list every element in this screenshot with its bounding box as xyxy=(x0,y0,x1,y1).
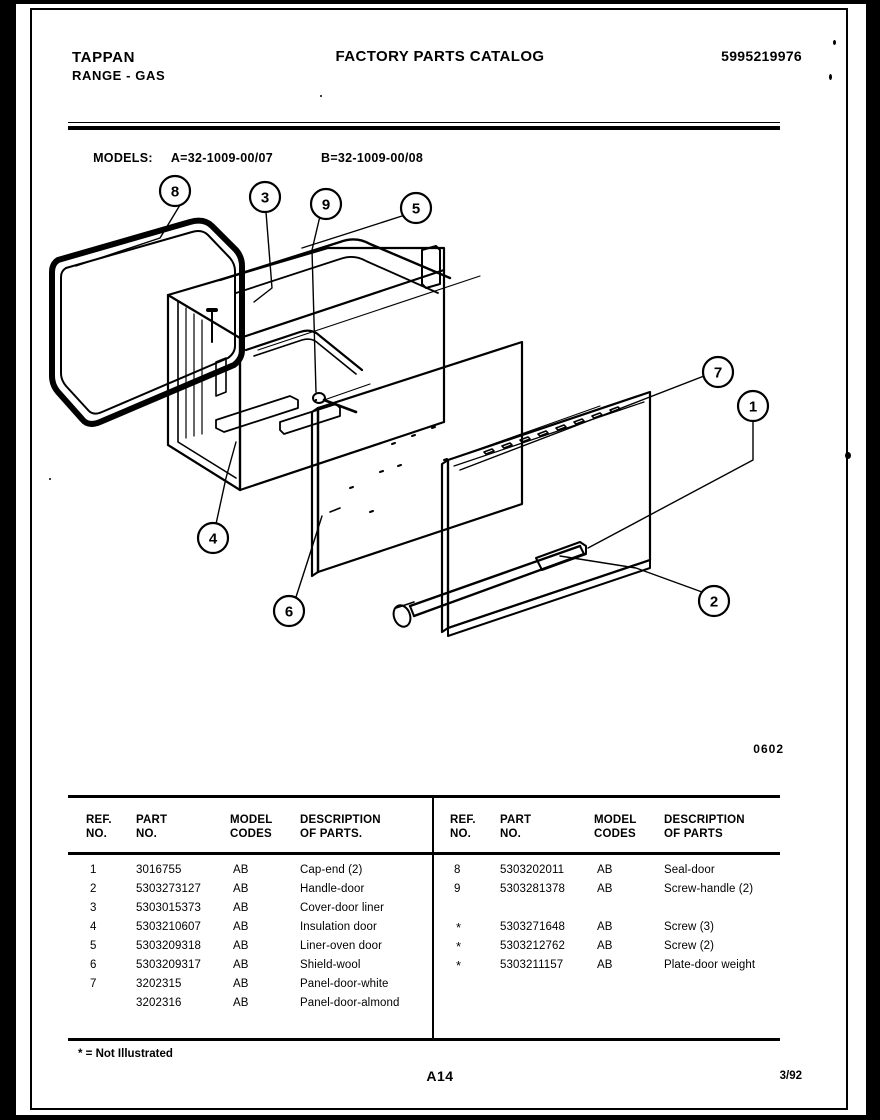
cell-part-no: 5303209318 xyxy=(136,940,201,952)
callout-bubble-4 xyxy=(198,523,228,553)
part-5-liner-front-bottom xyxy=(240,422,444,490)
cell-model-codes: AB xyxy=(233,978,249,990)
part-3-cover-detail xyxy=(280,404,340,434)
table-body-right xyxy=(442,852,792,978)
cell-part-no: 3202315 xyxy=(136,978,182,990)
table-row xyxy=(442,940,792,959)
cell-model-codes: AB xyxy=(597,883,613,895)
part-8-seal-inner xyxy=(61,231,235,414)
part-3-cover-door-liner-bracket xyxy=(216,396,298,432)
brand-name: TAPPAN xyxy=(72,49,136,66)
cell-part-no: 5303281378 xyxy=(500,883,565,895)
cell-model-codes: AB xyxy=(597,940,613,952)
cell-description: Panel-door-almond xyxy=(300,997,400,1009)
callout-group xyxy=(160,176,768,626)
cell-ref-no: 6 xyxy=(90,959,97,971)
cell-description: Liner-oven door xyxy=(300,940,383,952)
cell-description: Screw-handle (2) xyxy=(664,883,754,895)
cell-ref-no: 1 xyxy=(90,864,97,876)
cell-description: Plate-door weight xyxy=(664,959,756,971)
cell-model-codes: AB xyxy=(233,997,249,1009)
part-7-panel-inner-line xyxy=(454,402,644,466)
callout-bubble-1 xyxy=(738,391,768,421)
page-title: FACTORY PARTS CATALOG xyxy=(335,48,545,65)
cell-model-codes: AB xyxy=(233,902,249,914)
cell-model-codes: AB xyxy=(233,864,249,876)
callout-label: 8 xyxy=(170,183,180,201)
cell-model-codes: AB xyxy=(233,921,249,933)
cell-description: Panel-door-white xyxy=(300,978,389,990)
table-row xyxy=(78,864,428,883)
cell-part-no: 5303210607 xyxy=(136,921,201,933)
liner-inner-wall xyxy=(178,302,236,478)
table-row xyxy=(78,902,428,921)
table-row xyxy=(78,959,428,978)
leader-4 xyxy=(216,442,236,524)
part-7-panel-bottom-lip xyxy=(448,560,650,636)
part-5-liner-top-edge xyxy=(168,248,444,295)
table-row xyxy=(442,864,792,883)
cell-part-no: 5303015373 xyxy=(136,902,201,914)
scan-edge-right xyxy=(866,0,880,1120)
cell-description: Insulation door xyxy=(300,921,377,933)
callout-label: 5 xyxy=(411,200,421,218)
part-6-shield-wool xyxy=(318,342,522,572)
column-header-description: DESCRIPTION OF PARTS. xyxy=(300,814,381,840)
scan-speck xyxy=(833,40,836,45)
column-header-part-no: PART NO. xyxy=(136,814,168,840)
part-6-thickness xyxy=(312,408,318,576)
scan-edge-top xyxy=(16,0,866,4)
cell-model-codes: AB xyxy=(233,959,249,971)
part-6-perforations xyxy=(350,427,447,512)
column-header-ref-no: REF. NO. xyxy=(86,814,112,840)
cell-part-no: 3202316 xyxy=(136,997,182,1009)
table-header-left xyxy=(78,795,428,852)
table-row xyxy=(442,959,792,978)
cell-part-no: 3016755 xyxy=(136,864,182,876)
scan-speck xyxy=(320,95,322,97)
header-rule-thick xyxy=(68,126,780,130)
column-header-model-codes: MODEL CODES xyxy=(594,814,637,840)
parts-table-left xyxy=(78,795,428,1041)
cell-ref-no: 9 xyxy=(454,883,461,895)
cell-part-no: 5303273127 xyxy=(136,883,201,895)
part-2-handle-door-bottom xyxy=(414,554,584,616)
parts-table-right xyxy=(442,795,792,1041)
diagram-code: 0602 xyxy=(753,742,784,756)
cell-description: Cap-end (2) xyxy=(300,864,363,876)
cell-model-codes: AB xyxy=(233,940,249,952)
callout-label: 7 xyxy=(713,364,723,382)
column-header-model-codes: MODEL CODES xyxy=(230,814,273,840)
table-header-right xyxy=(442,795,792,852)
cell-ref-no: 2 xyxy=(90,883,97,895)
callout-bubble-3 xyxy=(250,182,280,212)
callout-bubble-2 xyxy=(699,586,729,616)
product-line: RANGE - GAS xyxy=(72,68,166,83)
scan-speck xyxy=(829,74,832,80)
callout-label: 1 xyxy=(748,398,758,416)
cell-description: Screw (3) xyxy=(664,921,715,933)
cell-part-no: 5303211157 xyxy=(500,959,564,971)
scan-speck xyxy=(845,452,851,459)
header-rule-thin xyxy=(68,122,780,123)
table-row xyxy=(78,940,428,959)
catalog-number: 5995219976 xyxy=(721,48,802,64)
cell-part-no: 5303202011 xyxy=(500,864,565,876)
part-6-mark xyxy=(330,508,340,512)
construction-line-b xyxy=(448,406,600,460)
cell-part-no: 5303271648 xyxy=(500,921,565,933)
cell-model-codes: AB xyxy=(597,864,613,876)
table-column-divider xyxy=(432,795,434,1041)
models-label: MODELS: xyxy=(93,151,153,165)
cell-ref-no: * xyxy=(456,958,462,973)
cell-ref-no: 4 xyxy=(90,921,97,933)
part-7-louvers xyxy=(484,407,620,454)
column-header-ref-no: REF. NO. xyxy=(450,814,476,840)
table-row xyxy=(78,921,428,940)
callout-bubble-9 xyxy=(311,189,341,219)
model-b: B=32-1009-00/08 xyxy=(321,151,424,165)
callout-label: 4 xyxy=(208,530,218,548)
cell-model-codes: AB xyxy=(597,959,613,971)
cell-ref-no: 5 xyxy=(90,940,97,952)
model-a: A=32-1009-00/07 xyxy=(170,151,273,165)
cell-model-codes: AB xyxy=(233,883,249,895)
callout-label: 6 xyxy=(284,603,294,621)
leader-5 xyxy=(302,216,402,248)
leader-1 xyxy=(588,422,753,548)
callout-label: 9 xyxy=(321,196,331,214)
page-number: A14 xyxy=(426,1068,454,1084)
cell-ref-no: 7 xyxy=(90,978,97,990)
callout-bubble-5 xyxy=(401,193,431,223)
cell-description: Shield-wool xyxy=(300,959,361,971)
part-2-handle-door-top xyxy=(410,546,580,606)
leader-8 xyxy=(76,205,180,266)
part-2-handle-right-end xyxy=(580,546,584,554)
exploded-parts-illustration xyxy=(40,160,840,780)
cell-description: Handle-door xyxy=(300,883,365,895)
cell-ref-no: 3 xyxy=(90,902,97,914)
scan-edge-left xyxy=(0,0,16,1120)
liner-handle-arch-inner xyxy=(254,339,356,374)
liner-slot xyxy=(216,358,226,396)
leader-3 xyxy=(254,212,272,302)
cell-ref-no: 8 xyxy=(454,864,461,876)
callout-label: 3 xyxy=(260,189,270,207)
table-row xyxy=(442,921,792,940)
table-row xyxy=(78,883,428,902)
table-row-spacer xyxy=(442,902,792,921)
cell-description: Screw (2) xyxy=(664,940,715,952)
not-illustrated-note: * = Not Illustrated xyxy=(78,1048,173,1060)
part-5-liner-top-front xyxy=(240,270,444,338)
construction-line-a xyxy=(258,276,480,350)
scan-edge-bottom xyxy=(16,1115,866,1120)
callout-bubble-8 xyxy=(160,176,190,206)
callout-bubble-6 xyxy=(274,596,304,626)
cell-model-codes: AB xyxy=(597,921,613,933)
table-row xyxy=(78,978,428,997)
leader-7 xyxy=(460,376,704,470)
cell-description: Cover-door liner xyxy=(300,902,385,914)
column-header-description: DESCRIPTION OF PARTS xyxy=(664,814,745,840)
table-body-left xyxy=(78,852,428,1016)
table-row xyxy=(442,883,792,902)
table-row xyxy=(78,997,428,1016)
callout-bubble-7 xyxy=(703,357,733,387)
cell-part-no: 5303212762 xyxy=(500,940,565,952)
revision-date: 3/92 xyxy=(779,1070,802,1082)
cell-ref-no: * xyxy=(456,920,462,935)
callout-label: 2 xyxy=(709,593,719,611)
cell-part-no: 5303209317 xyxy=(136,959,201,971)
column-header-part-no: PART NO. xyxy=(500,814,532,840)
cell-ref-no: * xyxy=(456,939,462,954)
cell-description: Seal-door xyxy=(664,864,715,876)
